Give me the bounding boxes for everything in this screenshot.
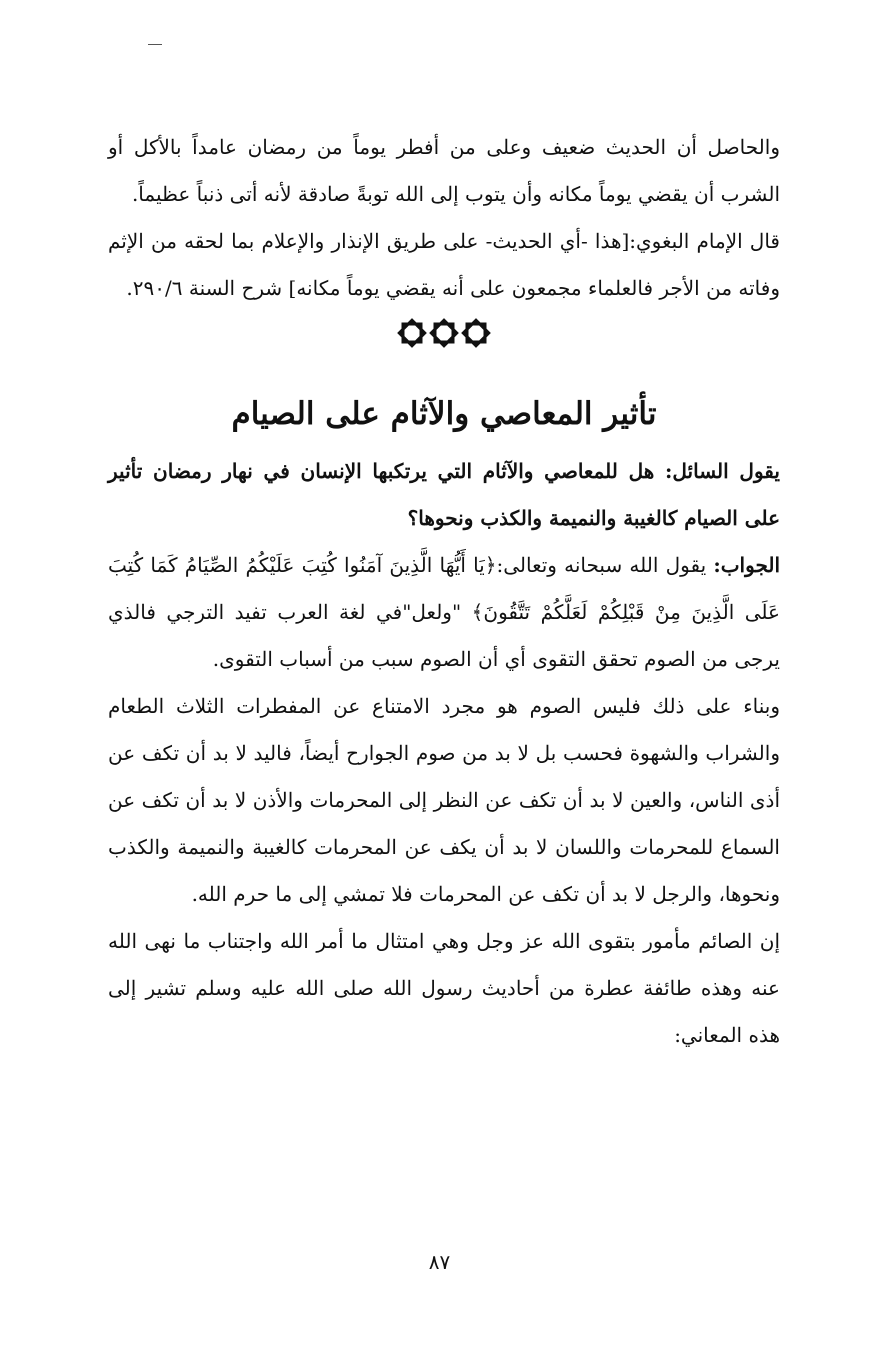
- paragraph-fasting-of-limbs: وبناء على ذلك فليس الصوم هو مجرد الامتناع عن المفطرات الثلاث الطعام والشراب والشهوة فحسب بل لا بد من صوم الجوارح أيضاً، فاليد لا بد أن تكف عن أذى الناس، والعين لا بد أن تكف عن النظر إلى المحرمات والأذن لا بد أن تكف عن السماع للمحرمات واللسان لا بد أن يكف عن المحرمات كالغيبة والنميمة والكذب ونحوها، والرجل لا بد أن تكف عن المحرمات فلا تمشي إلى ما حرم الله.: [108, 694, 780, 906]
- answer-after-verse: "ولعل"في لغة العرب تفيد الترجي فالذي يرجى من الصوم تحقق التقوى أي أن الصوم سبب من أسباب التقوى.: [108, 600, 780, 671]
- answer-paragraph: [108, 542, 780, 683]
- question-paragraph: [108, 448, 780, 542]
- page-number: ٨٧: [428, 1250, 451, 1274]
- paragraph-fasting-taqwa: إن الصائم مأمور بتقوى الله عز وجل وهي امتثال ما أمر الله واجتناب ما نهى الله عنه وهذه طائفة عطرة من أحاديث رسول الله صلى الله عليه وسلم تشير إلى هذه المعاني:: [108, 929, 781, 1047]
- answer-intro: يقول الله سبحانه وتعالى:: [496, 553, 714, 577]
- three-stars-ornament-icon: [108, 318, 780, 364]
- top-mark: [148, 44, 162, 45]
- page-content: [108, 124, 780, 1059]
- quran-verse: ﴿يَا أَيُّهَا الَّذِينَ آمَنُوا كُتِبَ عَلَيْكُمُ الصِّيَامُ كَمَا كُتِبَ عَلَى الَّذِينَ مِنْ قَبْلِكُمْ لَعَلَّكُمْ تَتَّقُونَ﴾: [108, 553, 780, 624]
- question-label: يقول السائل:: [665, 459, 780, 483]
- answer-label: الجواب:: [713, 553, 781, 577]
- section-title: تأثير المعاصي والآثام على الصيام: [231, 396, 657, 432]
- paragraph-conclusion: والحاصل أن الحديث ضعيف وعلى من أفطر يوماً من رمضان عامداً بالأكل أو الشرب أن يقضي يوماً مكانه وأن يتوب إلى الله توبةً صادقة لأنه أتى ذنباً عظيماً.: [108, 135, 780, 206]
- paragraph-baghawi-quote: قال الإمام البغوي:[هذا -أي الحديث- على طريق الإنذار والإعلام بما لحقه من الإثم وفاته من الأجر فالعلماء مجمعون على أنه يقضي يوماً مكانه] شرح السنة ٢٩٠/٦.: [108, 229, 780, 300]
- question-text: هل للمعاصي والآثام التي يرتكبها الإنسان في نهار رمضان تأثير على الصيام كالغيبة والنميمة والكذب ونحوها؟: [108, 459, 780, 530]
